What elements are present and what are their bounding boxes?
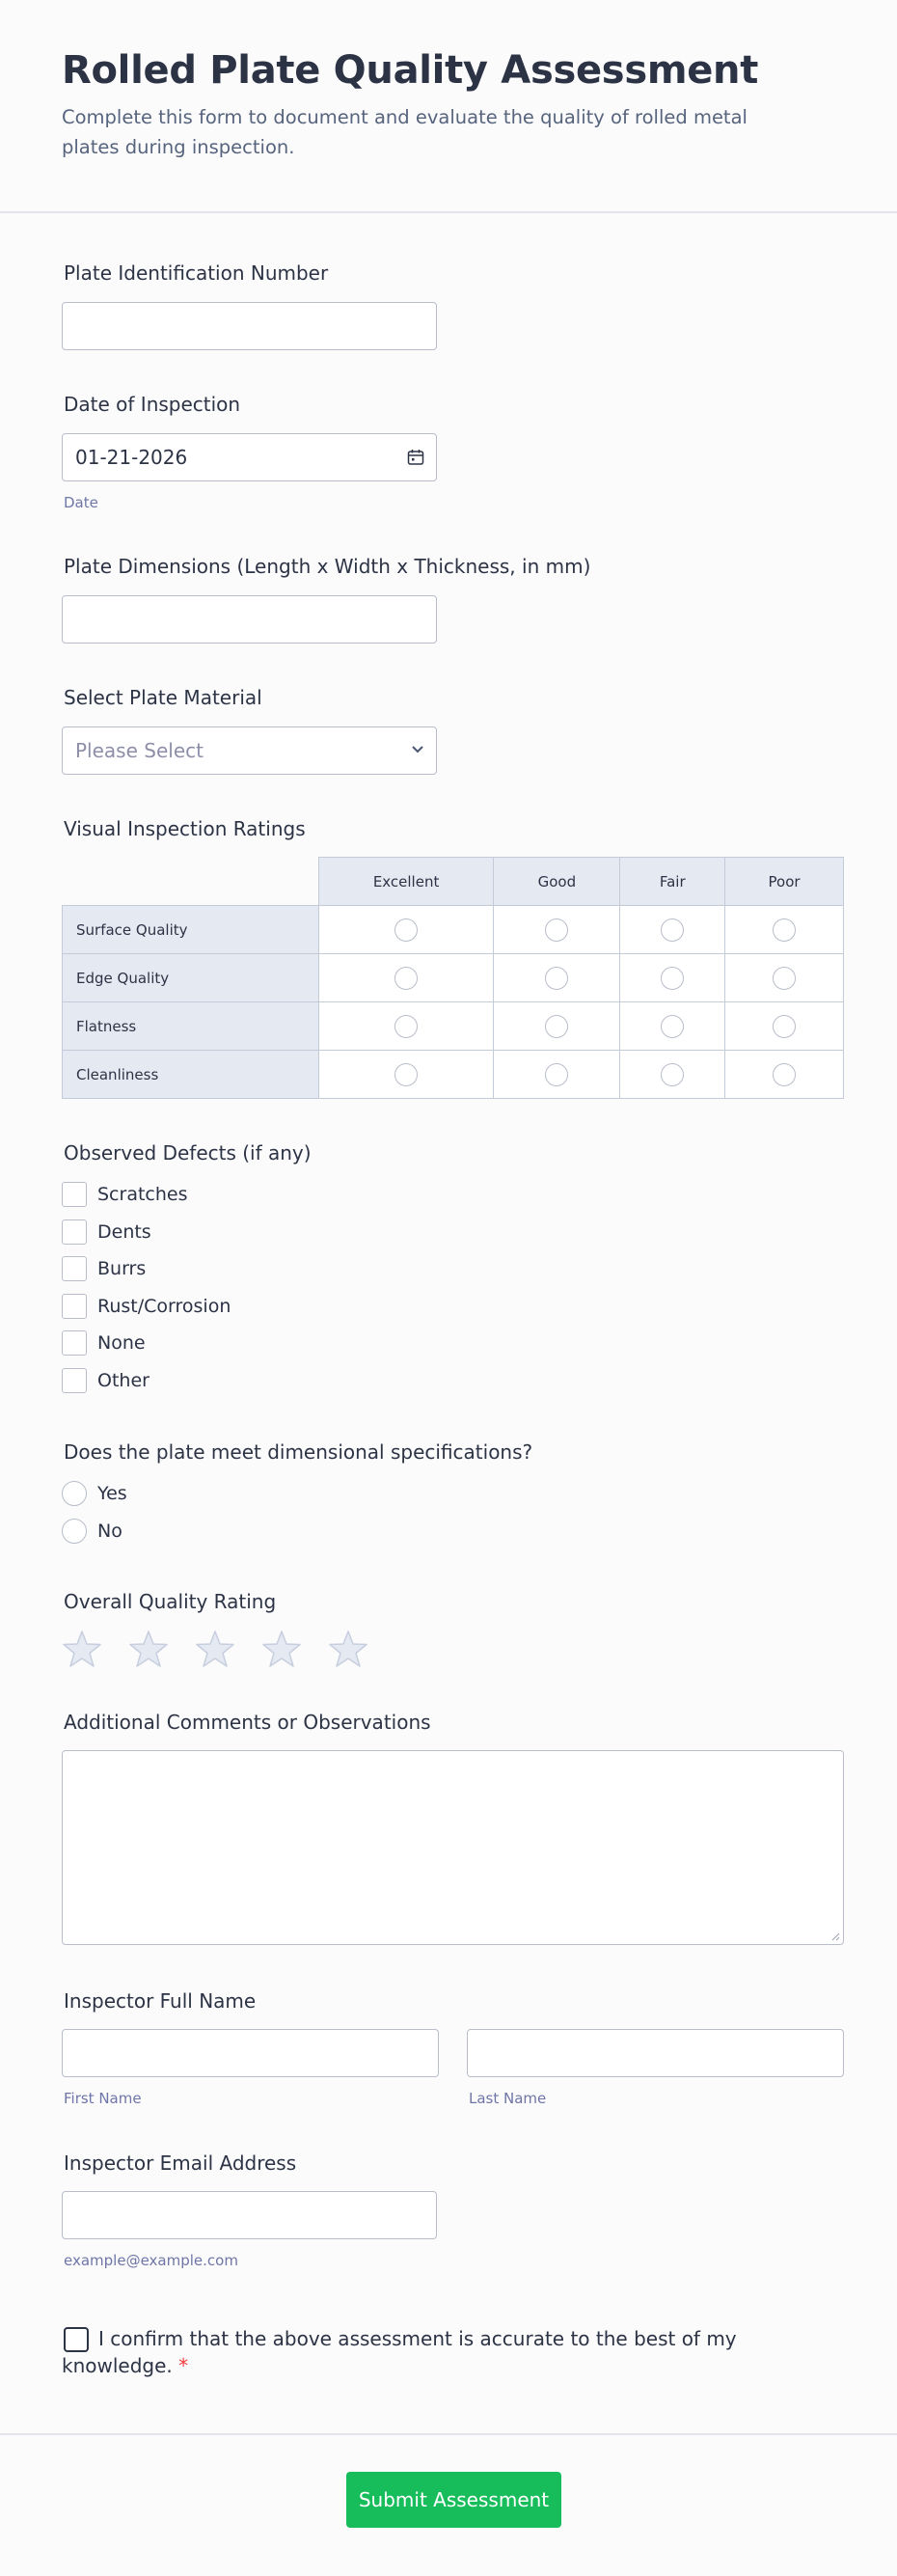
rating-radio[interactable]	[394, 1015, 418, 1038]
visual-ratings-matrix	[62, 857, 844, 1099]
checkbox[interactable]	[62, 1256, 87, 1281]
rating-radio[interactable]	[394, 967, 418, 990]
chevron-down-icon	[411, 745, 424, 754]
matrix-row-label: Surface Quality	[63, 906, 319, 954]
checkbox-label: Scratches	[97, 1184, 188, 1205]
matrix-row	[63, 1002, 844, 1051]
form-subtitle: Complete this form to document and evaluate the quality of rolled metal plates during inspection.	[62, 106, 748, 158]
first-name-input[interactable]	[62, 2029, 439, 2077]
rating-radio[interactable]	[545, 1063, 568, 1086]
checkbox[interactable]	[62, 1219, 87, 1245]
footer-divider	[0, 2433, 897, 2435]
comments-textarea[interactable]	[62, 1750, 844, 1945]
dimensions-label: Plate Dimensions (Length x Width x Thickness, in mm)	[64, 555, 591, 578]
material-select-placeholder: Please Select	[75, 739, 204, 762]
required-mark: *	[178, 2354, 189, 2377]
last-name-input[interactable]	[467, 2029, 844, 2077]
confirm-label: I confirm that the above assessment is accurate to the best of my knowledge.	[62, 2327, 737, 2377]
rating-radio[interactable]	[545, 1015, 568, 1038]
checkbox[interactable]	[62, 1182, 87, 1207]
matrix-row	[63, 906, 844, 954]
rating-radio[interactable]	[394, 918, 418, 942]
star-icon[interactable]	[328, 1629, 368, 1669]
inspection-date-sublabel: Date	[64, 494, 98, 511]
star-icon[interactable]	[62, 1629, 102, 1669]
material-select[interactable]	[62, 726, 437, 775]
checkbox-label: None	[97, 1332, 146, 1354]
inspection-date-value: 01-21-2026	[75, 446, 188, 469]
matrix-row-label: Edge Quality	[63, 954, 319, 1002]
rating-radio[interactable]	[773, 1063, 796, 1086]
email-sublabel: example@example.com	[64, 2252, 238, 2269]
first-name-sublabel: First Name	[64, 2090, 142, 2107]
matrix-row-label: Cleanliness	[63, 1051, 319, 1099]
star-icon[interactable]	[261, 1629, 302, 1669]
last-name-sublabel: Last Name	[469, 2090, 547, 2107]
form-header	[0, 0, 897, 213]
rating-radio[interactable]	[545, 967, 568, 990]
checkbox-label: Dents	[97, 1221, 151, 1243]
radio-button[interactable]	[62, 1519, 87, 1544]
defects-label: Observed Defects (if any)	[64, 1141, 312, 1165]
matrix-col-good: Good	[494, 858, 620, 906]
radio-button[interactable]	[62, 1481, 87, 1506]
rating-radio[interactable]	[545, 918, 568, 942]
plate-id-input[interactable]	[62, 302, 437, 350]
inspector-name-label: Inspector Full Name	[64, 1989, 257, 2013]
rating-radio[interactable]	[773, 1015, 796, 1038]
matrix-col-poor: Poor	[725, 858, 844, 906]
matrix-col-excellent: Excellent	[318, 858, 494, 906]
matrix-row	[63, 1051, 844, 1099]
radio-label: Yes	[97, 1483, 127, 1504]
rating-radio[interactable]	[661, 1063, 684, 1086]
matrix-row-label: Flatness	[63, 1002, 319, 1051]
visual-ratings-label: Visual Inspection Ratings	[64, 817, 306, 840]
checkbox-label: Other	[97, 1370, 150, 1391]
matrix-corner	[63, 858, 319, 906]
rating-radio[interactable]	[661, 967, 684, 990]
submit-button[interactable]: Submit Assessment	[346, 2472, 561, 2528]
form-title: Rolled Plate Quality Assessment	[62, 48, 759, 93]
inspector-email-label: Inspector Email Address	[64, 2151, 297, 2175]
plate-id-label: Plate Identification Number	[64, 261, 329, 285]
rating-radio[interactable]	[773, 918, 796, 942]
checkbox[interactable]	[62, 1368, 87, 1393]
inspection-date-input[interactable]	[62, 433, 437, 481]
rating-radio[interactable]	[394, 1063, 418, 1086]
comments-label: Additional Comments or Observations	[64, 1711, 431, 1734]
overall-rating-label: Overall Quality Rating	[64, 1590, 277, 1613]
rating-radio[interactable]	[773, 967, 796, 990]
matrix-row	[63, 954, 844, 1002]
inspection-date-label: Date of Inspection	[64, 393, 241, 416]
rating-radio[interactable]	[661, 918, 684, 942]
resize-handle-icon[interactable]	[830, 1932, 840, 1941]
email-field[interactable]	[62, 2191, 437, 2239]
checkbox-label: Burrs	[97, 1258, 147, 1279]
dimensions-input[interactable]	[62, 595, 437, 644]
star-icon[interactable]	[128, 1629, 169, 1669]
rating-radio[interactable]	[661, 1015, 684, 1038]
checkbox[interactable]	[62, 1294, 87, 1319]
confirm-text	[62, 2325, 737, 2379]
checkbox-label: Rust/Corrosion	[97, 1296, 231, 1317]
meets-specs-label: Does the plate meet dimensional specifications?	[64, 1440, 533, 1464]
matrix-col-fair: Fair	[620, 858, 725, 906]
star-icon[interactable]	[195, 1629, 235, 1669]
checkbox[interactable]	[62, 1330, 87, 1356]
material-label: Select Plate Material	[64, 686, 262, 709]
calendar-icon[interactable]	[407, 449, 424, 466]
radio-label: No	[97, 1521, 122, 1542]
